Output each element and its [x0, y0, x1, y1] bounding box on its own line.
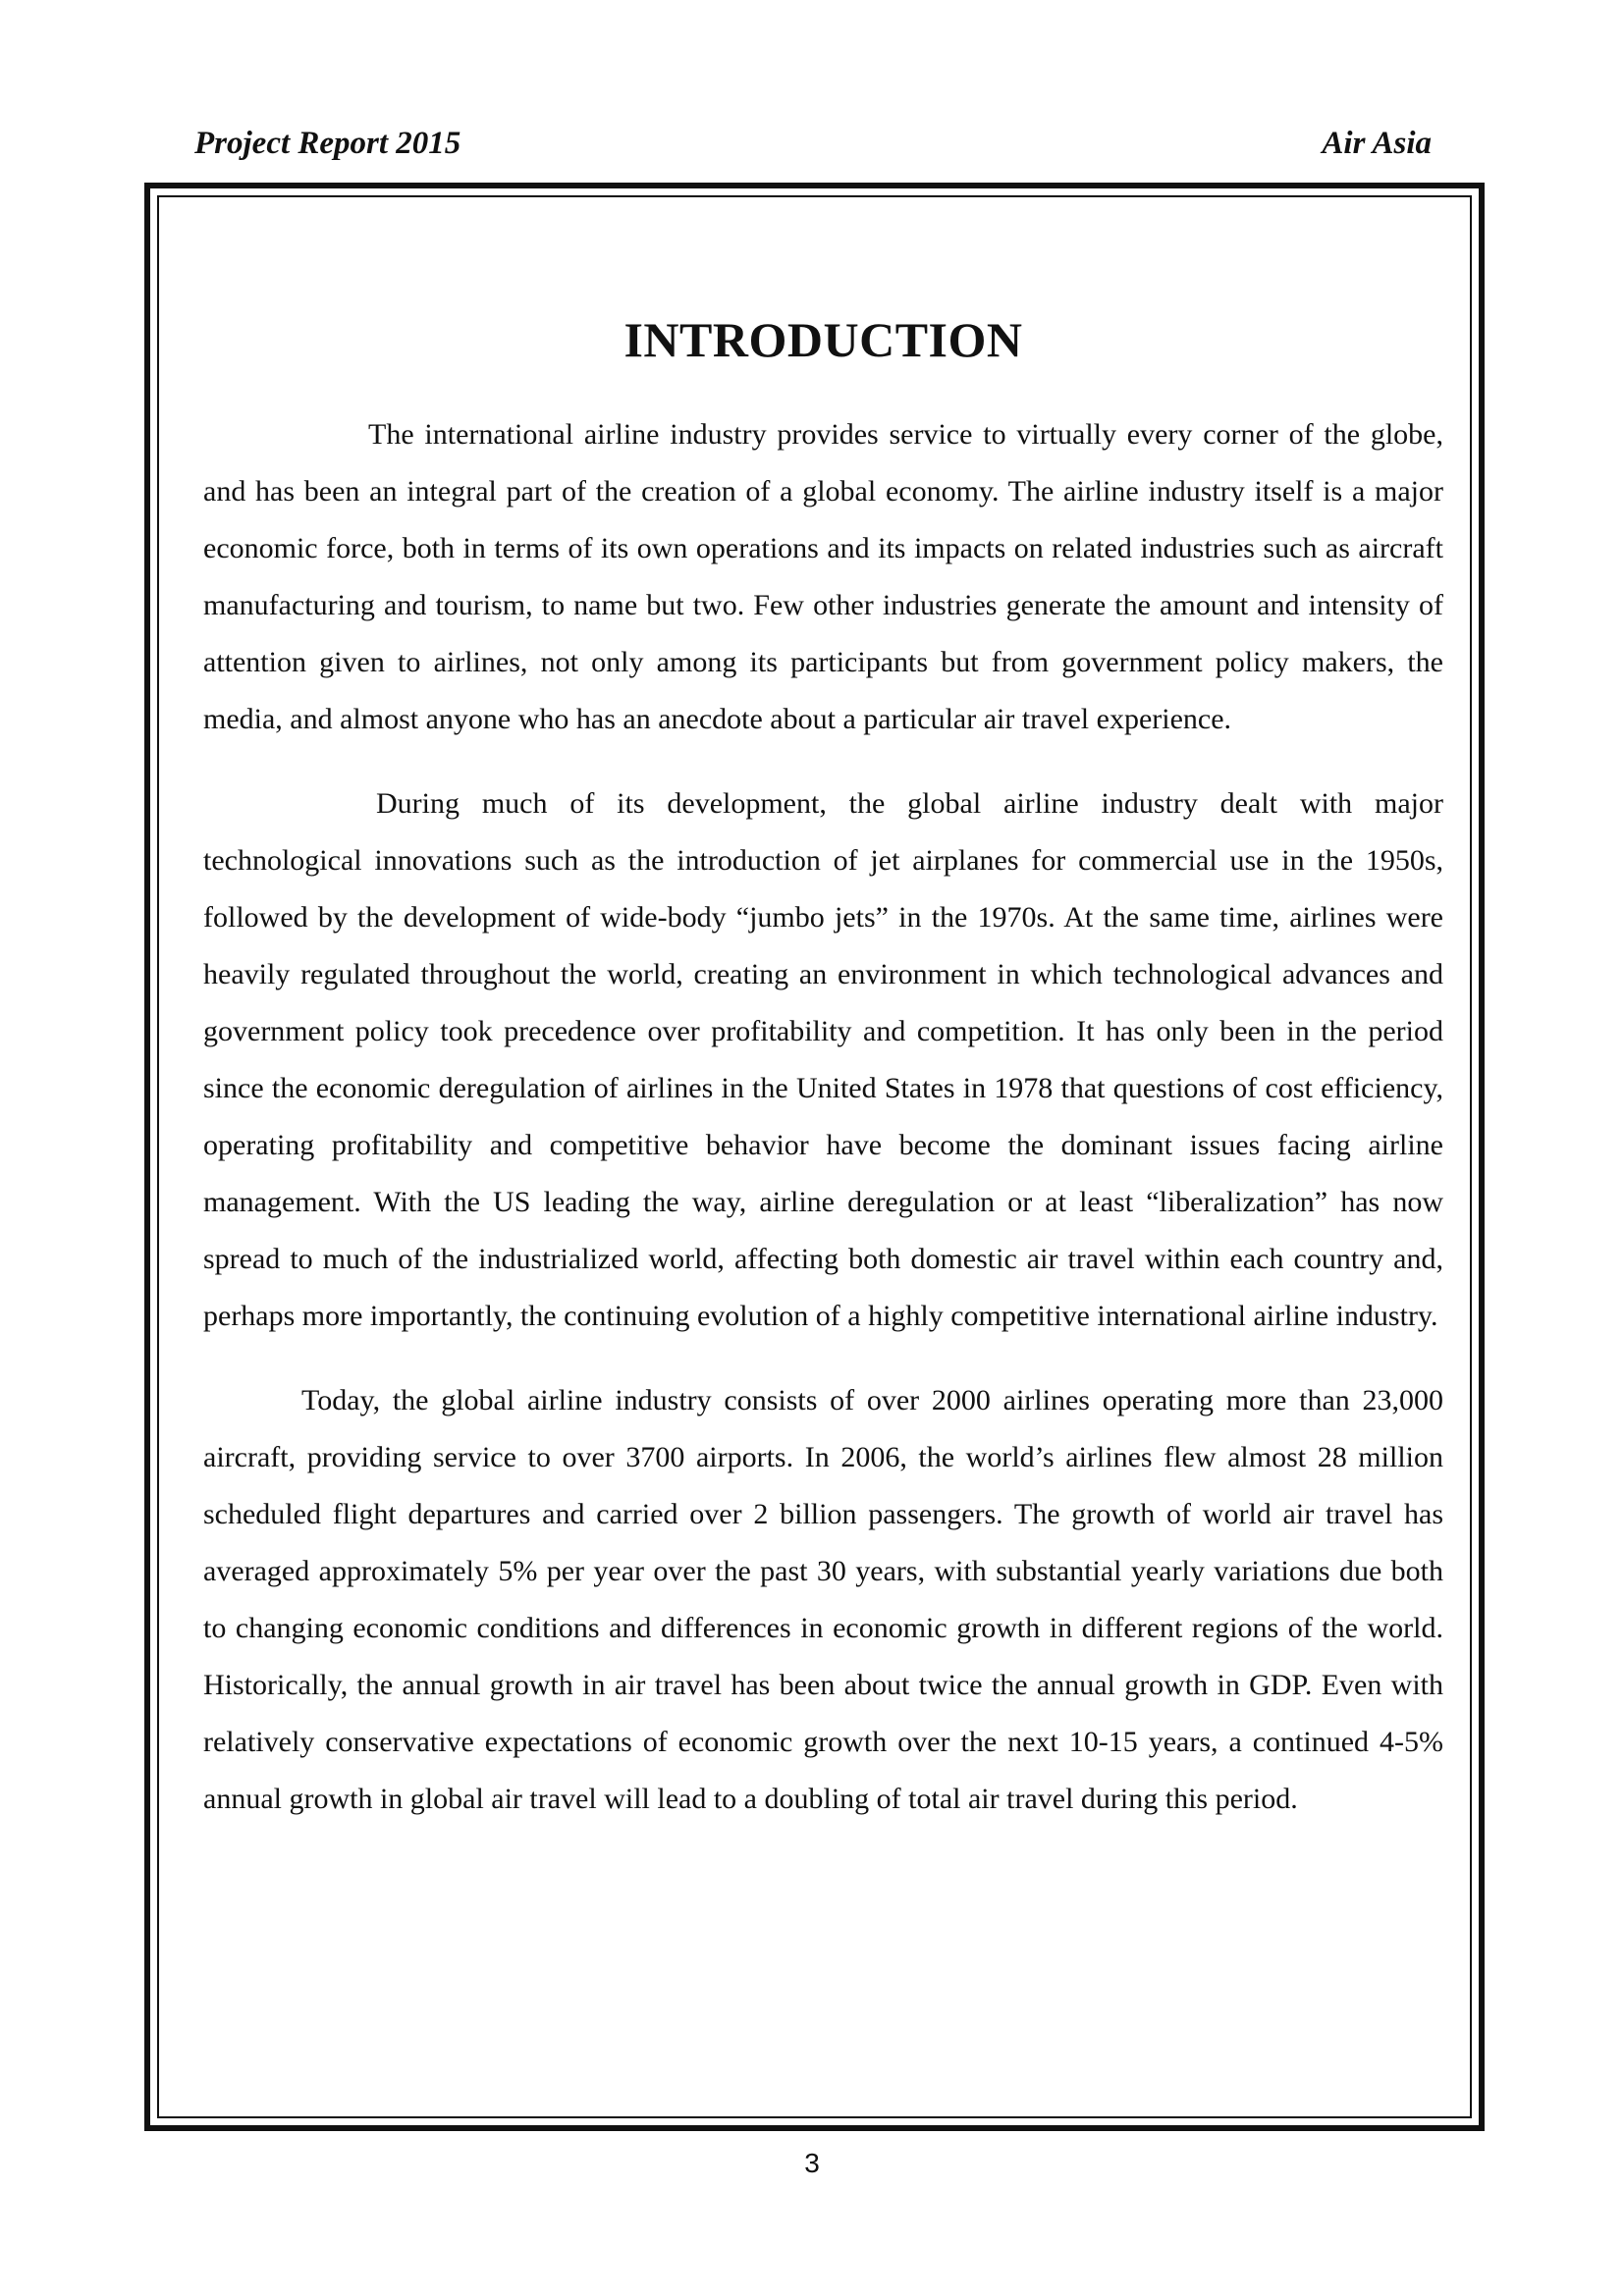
section-title: INTRODUCTION [623, 312, 1023, 367]
page-number: 3 [804, 2148, 820, 2178]
page-border-frame [144, 183, 1485, 2131]
page-content [203, 310, 1443, 1828]
paragraph-3: Today, the global airline industry consists of over 2000 airlines operating more than 23,000 aircraft, providing service to over 3700 airports. In 2006, the world’s airlines flew almost 28 million scheduled flight departures and carried over 2 billion passengers. The growth of world air travel has averaged approximately 5% per year over the past 30 years, with substantial yearly variations due both to changing economic conditions and differences in economic growth in different regions of the world. Historically, the annual growth in air travel has been about twice the annual growth in GDP. Even with relatively conservative expectations of economic growth over the next 10-15 years, a continued 4-5% annual growth in global air travel will lead to a doubling of total air travel during this period. [203, 1384, 1443, 1815]
company-name-header: Air Asia [1322, 126, 1432, 161]
report-title-header: Project Report 2015 [194, 126, 461, 161]
paragraph-2: During much of its development, the global airline industry dealt with major technological innovations such as the introduction of jet airplanes for commercial use in the 1950s, followed by the development of wide-body “jumbo jets” in the 1970s. At the same time, airlines were heavily regulated throughout the world, creating an environment in which technological advances and government policy took precedence over profitability and competition. It has only been in the period since the economic deregulation of airlines in the United States in 1978 that questions of cost efficiency, operating profitability and competitive behavior have become the dominant issues facing airline management. With the US leading the way, airline deregulation or at least “liberalization” has now spread to much of the industrialized world, affecting both domestic air travel within each country and, perhaps more importantly, the continuing evolution of a highly competitive international airline industry. [203, 787, 1443, 1332]
paragraph-1: The international airline industry provides service to virtually every corner of the globe, and has been an integral part of the creation of a global economy. The airline industry itself is a major economic force, both in terms of its own operations and its impacts on related industries such as aircraft manufacturing and tourism, to name but two. Few other industries generate the amount and intensity of attention given to airlines, not only among its participants but from government policy makers, the media, and almost anyone who has an anecdote about a particular air travel experience. [203, 418, 1443, 735]
running-header [194, 122, 1432, 165]
